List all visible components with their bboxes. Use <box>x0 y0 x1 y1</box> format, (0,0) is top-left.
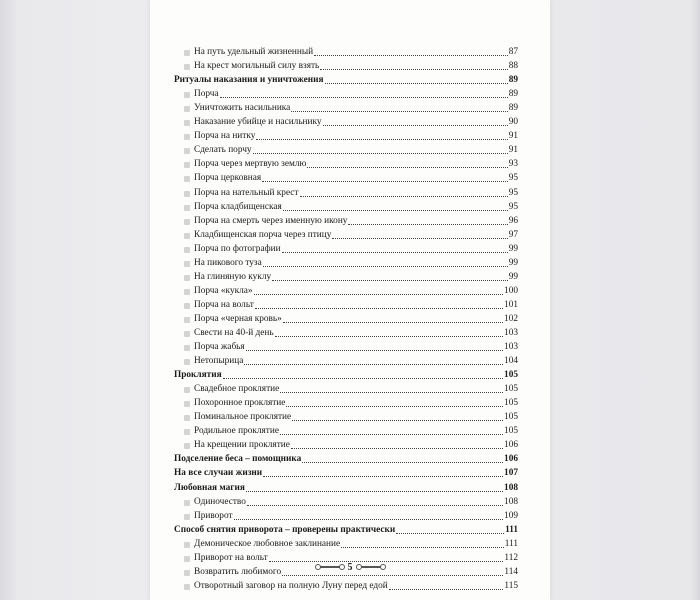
dot-leader <box>291 448 503 449</box>
dot-leader <box>300 196 508 197</box>
toc-entry-title: Порча на нательный крест <box>194 187 299 198</box>
dot-leader <box>314 55 508 56</box>
toc-entry-title: Одиночество <box>194 496 246 507</box>
toc-entry-page: 87 <box>508 47 518 58</box>
bullet-square-icon <box>184 401 190 407</box>
toc-entry <box>174 339 518 353</box>
toc-entry <box>174 353 518 367</box>
toc-entry-page: 111 <box>504 538 518 549</box>
toc-entry-title: Порча «черная кровь» <box>194 313 282 324</box>
bullet-square-icon <box>184 584 190 590</box>
toc-entry-title: Порча церковная <box>194 173 262 184</box>
bullet-square-icon <box>184 233 190 239</box>
dot-leader <box>341 547 504 548</box>
toc-entry-page: 93 <box>508 159 518 170</box>
toc-entry-page: 91 <box>508 131 518 142</box>
toc-entry-page: 103 <box>504 342 518 353</box>
toc-entry-page: 89 <box>508 75 518 86</box>
dot-leader <box>282 252 508 253</box>
dot-leader <box>348 224 507 225</box>
toc-entry-page: 95 <box>508 201 518 212</box>
toc-entry <box>174 58 518 72</box>
bullet-square-icon <box>184 289 190 295</box>
toc-entry-page: 102 <box>504 313 518 324</box>
toc-entry <box>174 578 518 592</box>
toc-entry <box>174 213 518 227</box>
toc-entry-title: Сделать порчу <box>194 145 252 156</box>
toc-entry-page: 100 <box>504 285 518 296</box>
toc-entry <box>174 241 518 255</box>
toc-entry-title: Порча на вольт <box>194 299 254 310</box>
dot-leader <box>272 280 508 281</box>
toc-entry-page: 99 <box>508 257 518 268</box>
dot-leader <box>283 322 503 323</box>
toc-entry <box>174 325 518 339</box>
toc-entry-title: Возвратить любимого <box>194 566 282 577</box>
bullet-square-icon <box>184 345 190 351</box>
toc-section-heading <box>174 522 518 536</box>
toc-entry-page: 99 <box>508 243 518 254</box>
toc-entry-page: 107 <box>504 468 518 479</box>
toc-entry-page: 105 <box>504 412 518 423</box>
toc-entry <box>174 297 518 311</box>
toc-entry <box>174 255 518 269</box>
toc-entry <box>174 283 518 297</box>
toc-entry <box>174 86 518 100</box>
toc-entry-page: 89 <box>508 103 518 114</box>
bullet-square-icon <box>184 176 190 182</box>
toc-entry-title: На крест могильный силу взять <box>194 61 320 72</box>
dot-leader <box>325 83 508 84</box>
page-footer <box>300 560 400 574</box>
toc-entry <box>174 437 518 451</box>
dot-leader <box>234 519 503 520</box>
toc-entry <box>174 44 518 58</box>
toc-entry <box>174 142 518 156</box>
toc-entry-title: Поминальное проклятие <box>194 412 292 423</box>
toc-entry-title: Родильное проклятие <box>194 426 279 437</box>
toc-entry-page: 89 <box>508 89 518 100</box>
toc-entry <box>174 170 518 184</box>
toc-entry-title: Порча на нитку <box>194 131 256 142</box>
toc-section-heading <box>174 367 518 381</box>
bullet-square-icon <box>184 50 190 56</box>
bullet-square-icon <box>184 429 190 435</box>
toc-entry <box>174 227 518 241</box>
toc-entry-title: Способ снятия приворота – проверены практически <box>174 524 396 535</box>
dot-leader <box>320 69 507 70</box>
toc-entry-page: 105 <box>504 384 518 395</box>
bullet-square-icon <box>184 64 190 70</box>
toc-entry-page: 106 <box>504 454 518 465</box>
toc-entry <box>174 128 518 142</box>
dot-leader <box>247 505 503 506</box>
dot-leader <box>246 491 503 492</box>
dot-leader <box>332 238 507 239</box>
toc-entry-title: Кладбищенская порча через птицу <box>194 229 332 240</box>
toc-entry <box>174 508 518 522</box>
dot-leader <box>291 111 507 112</box>
bullet-square-icon <box>184 303 190 309</box>
dot-leader <box>253 153 508 154</box>
toc-entry-page: 103 <box>504 327 518 338</box>
bullet-square-icon <box>184 219 190 225</box>
toc-entry-page: 112 <box>504 552 518 563</box>
bullet-square-icon <box>184 387 190 393</box>
dot-leader <box>282 575 503 576</box>
toc-entry-title: Нетопырица <box>194 356 244 367</box>
bullet-square-icon <box>184 162 190 168</box>
toc-section-heading <box>174 479 518 493</box>
bullet-square-icon <box>184 92 190 98</box>
dot-leader <box>286 406 503 407</box>
toc-entry-title: На глиняную куклу <box>194 271 272 282</box>
toc-entry <box>174 100 518 114</box>
ornament-right-icon <box>359 566 383 568</box>
dot-leader <box>246 350 503 351</box>
toc-entry-title: На путь удельный жизненный <box>194 47 314 58</box>
toc-entry-title: Любовная магия <box>174 482 245 493</box>
dot-leader <box>292 420 503 421</box>
dot-leader <box>323 125 508 126</box>
dot-leader <box>256 139 507 140</box>
toc-entry-page: 105 <box>504 426 518 437</box>
toc-entry-title: Наказание убийце и насильнику <box>194 117 322 128</box>
toc-entry-page: 96 <box>508 215 518 226</box>
bullet-square-icon <box>184 570 190 576</box>
toc-entry-title: Порча через мертвую землю <box>194 159 307 170</box>
bullet-square-icon <box>184 443 190 449</box>
toc-entry-title: Демоническое любовное заклинание <box>194 538 341 549</box>
dot-leader <box>280 434 503 435</box>
dot-leader <box>275 336 503 337</box>
bullet-square-icon <box>184 261 190 267</box>
dot-leader <box>280 392 503 393</box>
toc-entry <box>174 536 518 550</box>
toc-entry-page: 109 <box>504 510 518 521</box>
toc-entry-page: 105 <box>504 398 518 409</box>
dot-leader <box>254 294 504 295</box>
bullet-square-icon <box>184 514 190 520</box>
dot-leader <box>263 476 503 477</box>
toc-entry-title: Приворот <box>194 510 233 521</box>
toc-entry-title: Порча «кукла» <box>194 285 253 296</box>
bullet-square-icon <box>184 359 190 365</box>
toc-entry-title: Похоронное проклятие <box>194 398 286 409</box>
table-of-contents <box>174 44 518 592</box>
dot-leader <box>262 181 508 182</box>
toc-section-heading <box>174 72 518 86</box>
toc-section-heading <box>174 465 518 479</box>
ornament-left-icon <box>318 566 342 568</box>
toc-entry <box>174 269 518 283</box>
bullet-square-icon <box>184 205 190 211</box>
toc-entry-page: 95 <box>508 187 518 198</box>
toc-entry-page: 104 <box>504 356 518 367</box>
toc-entry-title: Порча на смерть через именную икону <box>194 215 348 226</box>
toc-entry-page: 101 <box>504 299 518 310</box>
bullet-square-icon <box>184 120 190 126</box>
bullet-square-icon <box>184 415 190 421</box>
toc-entry-title: Порча <box>194 89 219 100</box>
toc-entry <box>174 199 518 213</box>
toc-entry <box>174 494 518 508</box>
bullet-square-icon <box>184 148 190 154</box>
toc-entry-title: Приворот на вольт <box>194 552 268 563</box>
toc-entry-title: Свести на 40-й день <box>194 327 274 338</box>
toc-entry-title: На крещении проклятие <box>194 440 290 451</box>
toc-entry-title: На все случаи жизни <box>174 468 263 479</box>
toc-entry-page: 115 <box>504 580 518 591</box>
dot-leader <box>244 364 503 365</box>
toc-entry-page: 111 <box>505 524 518 535</box>
toc-entry-title: Ритуалы наказания и уничтожения <box>174 75 324 86</box>
toc-entry-title: Порча кладбищенская <box>194 201 282 212</box>
toc-entry-title: Уничтожить насильника <box>194 103 291 114</box>
dot-leader <box>283 210 508 211</box>
bullet-square-icon <box>184 556 190 562</box>
toc-entry <box>174 156 518 170</box>
toc-entry <box>174 381 518 395</box>
dot-leader <box>255 308 503 309</box>
toc-entry-title: Порча жабья <box>194 342 245 353</box>
toc-entry-page: 106 <box>504 440 518 451</box>
bullet-square-icon <box>184 542 190 548</box>
bullet-square-icon <box>184 106 190 112</box>
dot-leader <box>396 533 504 534</box>
toc-entry-title: Подселение беса – помощника <box>174 454 302 465</box>
toc-entry <box>174 409 518 423</box>
page-number: 5 <box>347 561 353 573</box>
dot-leader <box>307 167 507 168</box>
toc-entry-title: Порча по фотографии <box>194 243 281 254</box>
bullet-square-icon <box>184 134 190 140</box>
dot-leader <box>263 266 508 267</box>
toc-entry <box>174 184 518 198</box>
toc-entry-page: 91 <box>508 145 518 156</box>
bullet-square-icon <box>184 275 190 281</box>
bullet-square-icon <box>184 247 190 253</box>
toc-entry-page: 99 <box>508 271 518 282</box>
dot-leader <box>223 378 503 379</box>
toc-entry-page: 95 <box>508 173 518 184</box>
toc-entry <box>174 114 518 128</box>
bullet-square-icon <box>184 317 190 323</box>
toc-entry-page: 114 <box>504 566 518 577</box>
toc-entry-title: Свадебное проклятие <box>194 384 280 395</box>
dot-leader <box>220 97 508 98</box>
toc-entry-title: Проклятия <box>174 370 222 381</box>
toc-entry-page: 90 <box>508 117 518 128</box>
toc-section-heading <box>174 451 518 465</box>
toc-entry-page: 108 <box>504 482 518 493</box>
toc-entry-title: Отворотный заговор на полную Луну перед едой <box>194 580 388 591</box>
dot-leader <box>302 462 503 463</box>
toc-entry <box>174 423 518 437</box>
toc-entry-title: На пикового туза <box>194 257 262 268</box>
toc-entry <box>174 395 518 409</box>
toc-entry-page: 105 <box>504 370 518 381</box>
bullet-square-icon <box>184 191 190 197</box>
bullet-square-icon <box>184 331 190 337</box>
bullet-square-icon <box>184 500 190 506</box>
toc-entry-page: 97 <box>508 229 518 240</box>
toc-entry <box>174 311 518 325</box>
toc-entry-page: 88 <box>508 61 518 72</box>
dot-leader <box>389 589 504 590</box>
toc-entry-page: 108 <box>504 496 518 507</box>
